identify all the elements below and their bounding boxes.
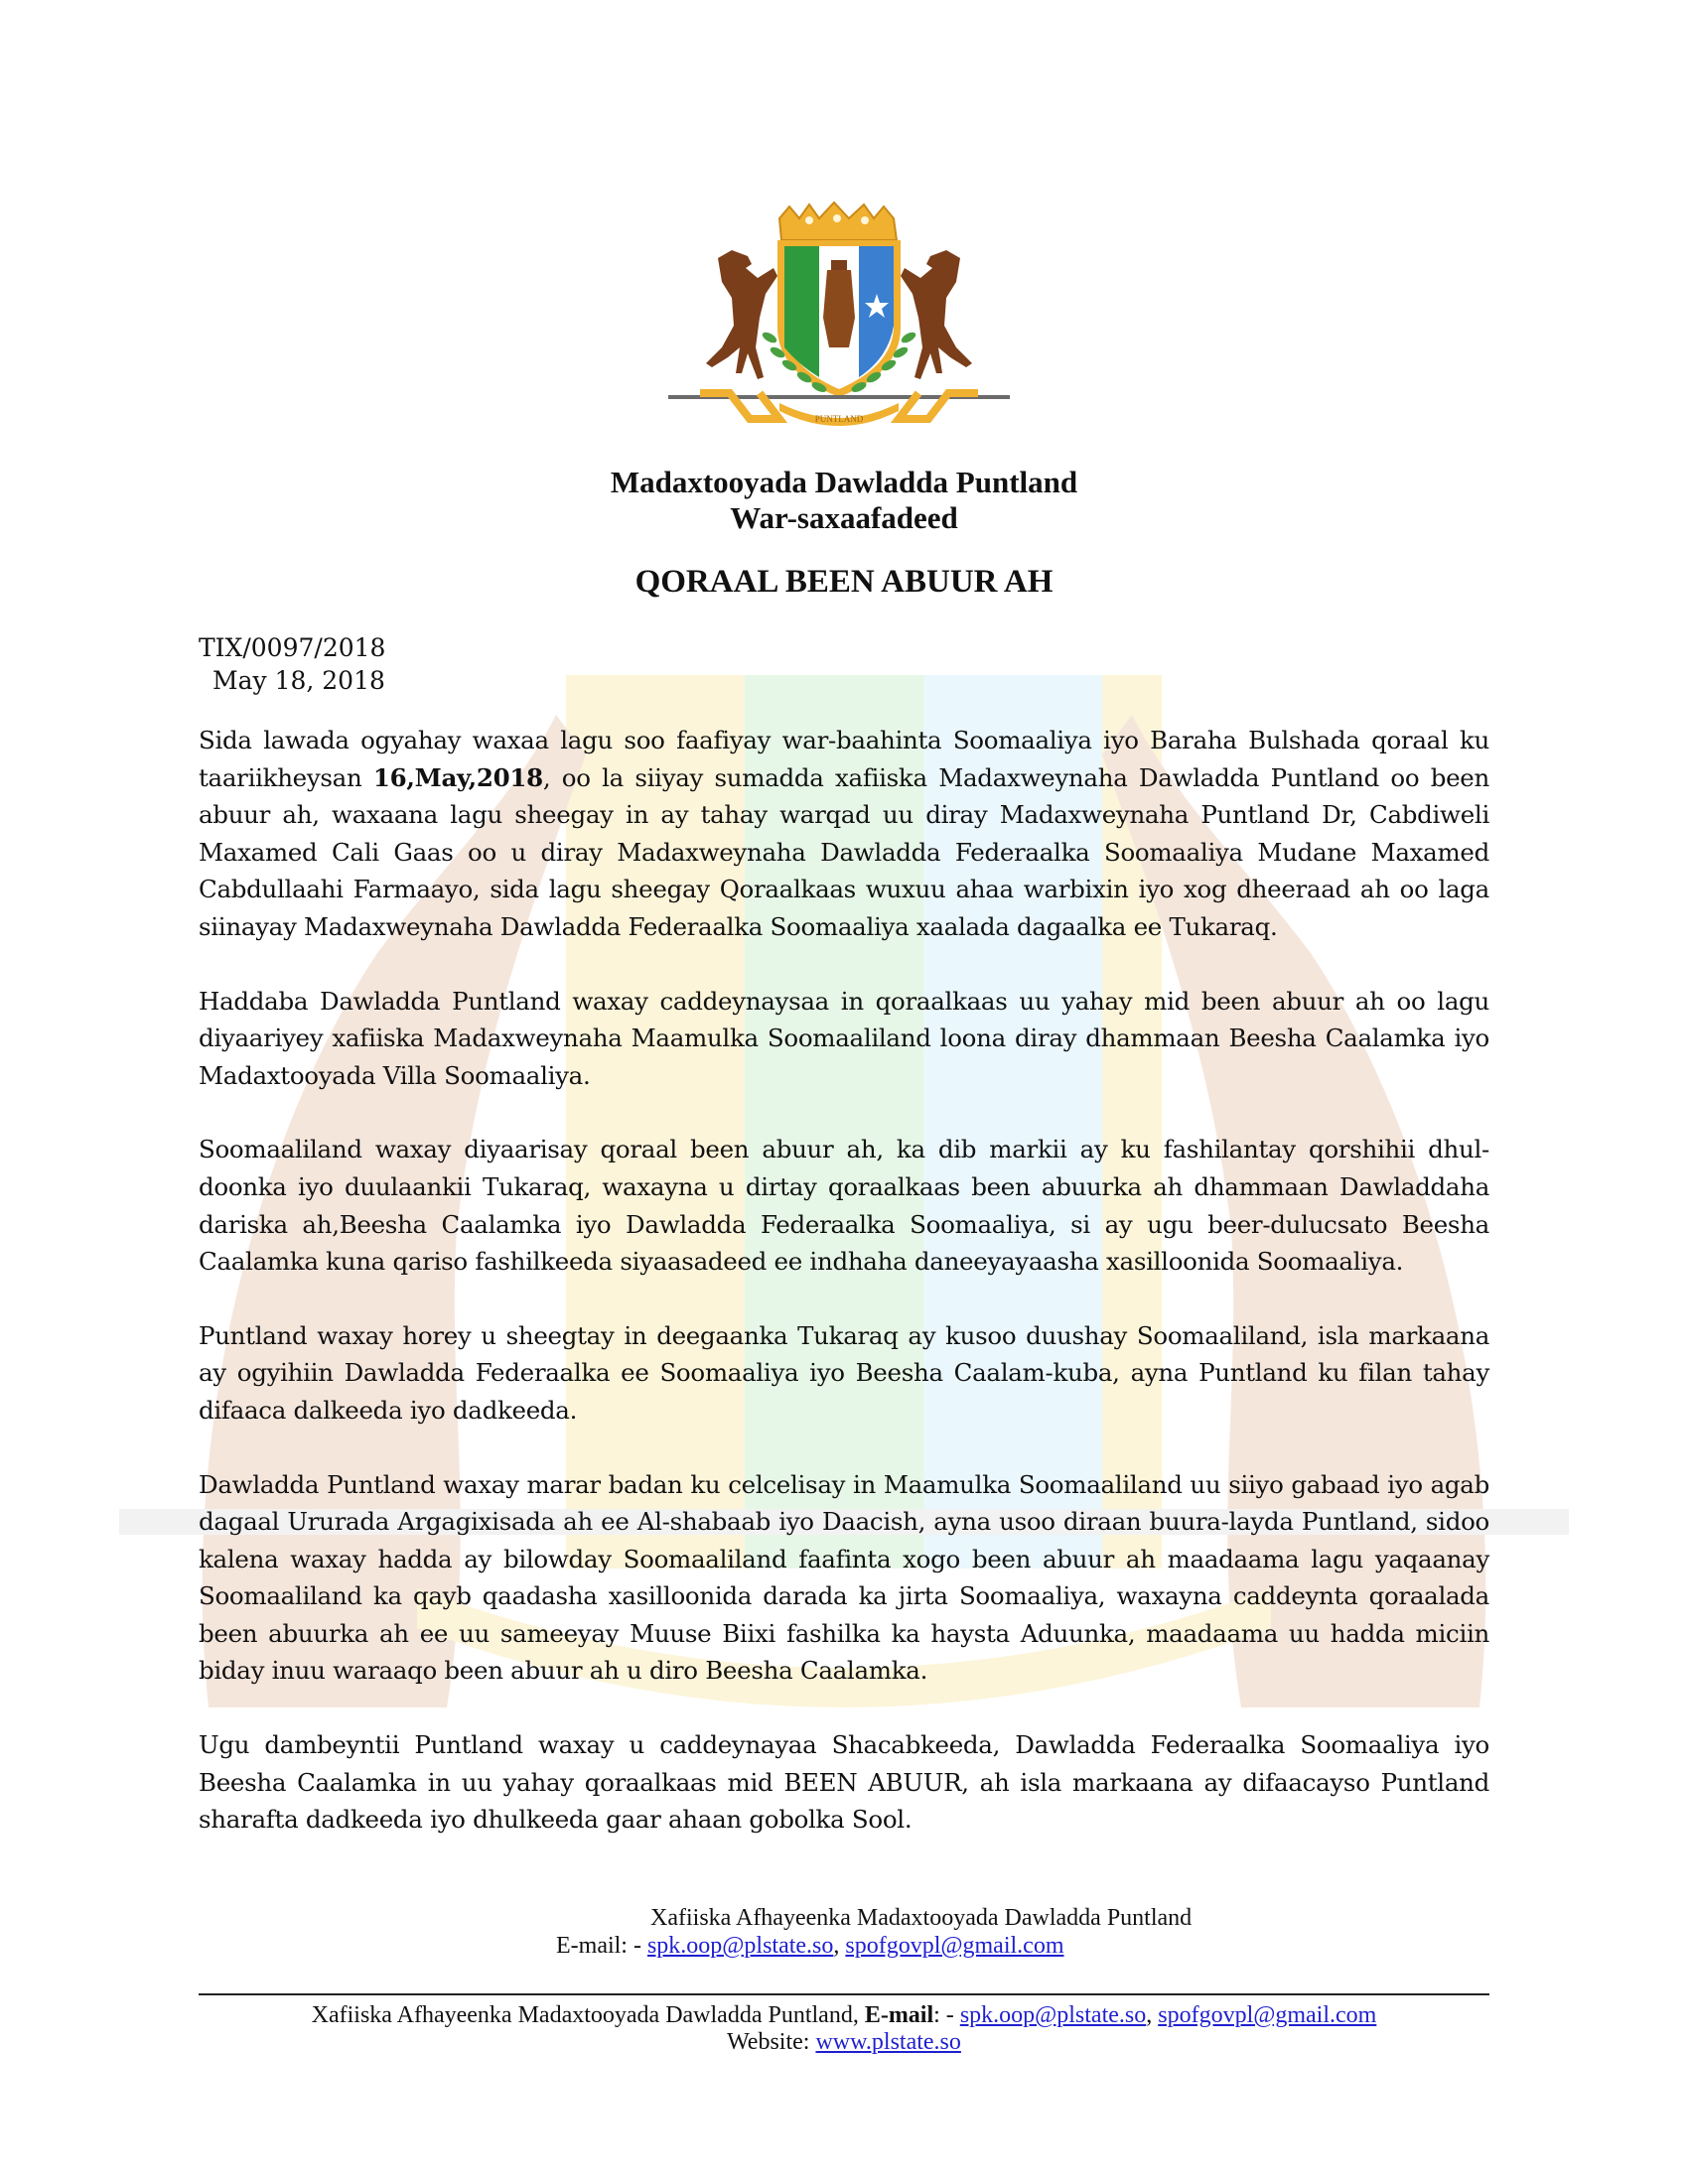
document-type: War-saxaafadeed [730, 500, 958, 535]
paragraph-1-date-bold: 16,May,2018 [372, 762, 543, 792]
ribbon-text: PUNTLAND [814, 414, 864, 424]
puntland-coat-of-arms-emblem [660, 199, 1018, 437]
signature-office: Xafiiska Afhayeenka Madaxtooyada Dawladda Puntland [650, 1905, 1193, 1931]
organization-title: Madaxtooyada Dawladda Puntland [610, 465, 1078, 499]
paragraph-3: Soomaaliland waxay diyaarisay qoraal been abuur ah, ka dib markii ay ku fashilantay qorshihii dhul-doonka iyo duulaankii Tukaraq, waxayna u dirtay qoraalkaas been abuurka ah dhammaan Dawladdaha dariska ah,Beesha Caalamka iyo Dawladda Federaalka Soomaaliya, si ay ugu beer-dulucsato Beesha Caalamka kuna qariso fashilkeeda siyaasadeed ee indhaha daneeyayaasha xasilloonida Soomaaliya. [199, 1135, 1489, 1277]
paragraph-4: Puntland waxay horey u sheegtay in deegaanka Tukaraq ay kusoo duushay Soomaaliland, isla markaana ay ogyihiin Dawladda Federaalka ee Soomaaliya iyo Beesha Caalam-kuba, ayna Puntland ku filan tahay difaaca dalkeeda iyo dadkeeda. [199, 1320, 1489, 1425]
paragraph-1-text-a: Sida lawada ogyahay waxaa lagu soo faafiyay war-baahinta Soomaaliya iyo Baraha Bulshada qoraal ku taariikheysan [199, 726, 1489, 792]
paragraph-1-text-b: , oo la siiyay sumadda xafiiska Madaxweynaha Dawladda Puntland oo been abuur ah, waxaana lagu sheegay in ay tahay warqad uu diray Madaxweynaha Puntland Dr, Cabdiweli Maxamed Cali Gaas oo u diray Madaxweynaha Dawladda Federaalka Soomaaliya Mudane Maxamed Cabdullaahi Farmaayo, sida lagu sheegay Qoraalkaas wuxuu ahaa warbixin iyo xog dheeraad ah oo laga siinayay Madaxweynaha Dawladda Federaalka Soomaaliya xaalada dagaalka ee Tukaraq. [199, 762, 1489, 941]
main-title: QORAAL BEEN ABUUR AH [634, 564, 1054, 600]
paragraph-1 [199, 722, 1489, 946]
reference-date: May 18, 2018 [212, 666, 385, 695]
horse-left-icon [706, 250, 777, 379]
incense-burner-icon [831, 260, 847, 270]
footer-email-suffix: : - [933, 2002, 960, 2028]
reference-number: TIX/0097/2018 [199, 633, 386, 662]
paragraph-5: Dawladda Puntland waxay marar badan ku celcelisay in Maamulka Soomaaliland uu siiyo gabaad iyo agab dagaal Ururada Argagixisada ah ee Al-shabaab iyo Daacish, ayna usoo diraan buura-layda Puntland, sidoo kalena waxay hadda ay bilowday Soomaaliland faafinta xogo been abuur ah maadaama lagu yaqaanay Soomaaliland ka qayb qaadasha xasilloonida darada ka jirta Soomaaliya, waxayna caddeynta qoraalada been abuurka ah ee uu sameeyay Muuse Biixi fashilka ka haysta Aduunka, maadaama uu hadda miciin biday inuu waraaqo been abuur ah u diro Beesha Caalamka. [199, 1469, 1489, 1686]
crown-icon [779, 203, 897, 240]
footer-email-separator: , [1146, 2002, 1159, 2028]
signature-email-line [556, 1932, 1063, 1960]
signature-email-separator: , [833, 1933, 846, 1959]
press-release-body [199, 722, 1489, 1875]
footer-website-line [0, 2028, 1688, 2056]
reference-block [199, 631, 385, 697]
paragraph-6: Ugu dambeyntii Puntland waxay u caddeynayaa Shacabkeeda, Dawladda Federaalka Soomaaliya iyo Beesha Caalamka in uu yahay qoraalkaas mid BEEN ABUUR, ah isla markaana ay difaacayso Puntland sharafta dadkeeda iyo dhulkeeda gaar ahaan gobolka Sool. [199, 1730, 1489, 1835]
footer-website-link[interactable]: www.plstate.so [815, 2029, 961, 2055]
footer-contact-line [0, 2001, 1688, 2029]
footer-email-link-2[interactable]: spofgovpl@gmail.com [1158, 2002, 1377, 2028]
paragraph-2: Haddaba Dawladda Puntland waxay caddeynaysaa in qoraalkaas uu yahay mid been abuur ah oo lagu diyaariyey xafiiska Madaxweynaha Maamulka Soomaaliland loona diray dhammaan Beesha Caalamka iyo Madaxtooyada Villa Soomaaliya. [199, 986, 1489, 1090]
footer-office: Xafiiska Afhayeenka Madaxtooyada Dawladda Puntland, [311, 2002, 865, 2028]
signature-email-link-1[interactable]: spk.oop@plstate.so [646, 1933, 834, 1959]
shield-icon [777, 240, 901, 397]
signature-email-label: E-mail: - [556, 1933, 647, 1959]
footer-website-label: Website: [727, 2029, 816, 2055]
footer-divider [199, 1993, 1489, 1995]
horse-right-icon [901, 250, 972, 379]
footer-email-label: E-mail [864, 2002, 934, 2028]
footer-email-link-1[interactable]: spk.oop@plstate.so [959, 2002, 1147, 2028]
signature-email-link-2[interactable]: spofgovpl@gmail.com [845, 1933, 1064, 1959]
